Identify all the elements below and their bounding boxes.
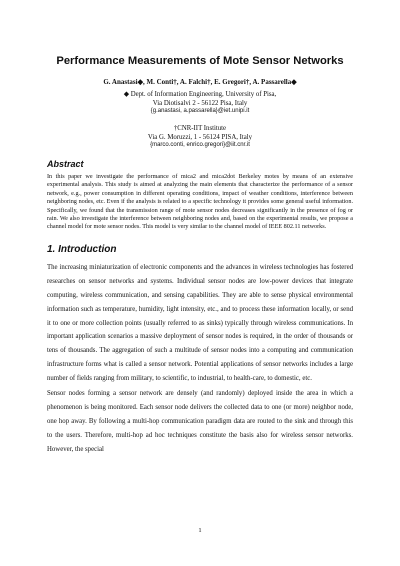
- introduction-paragraph-2: Sensor nodes forming a sensor network are densely (and randomly) deployed inside the area in which a phenomenon is being monitored. Each sensor node delivers the collected data to one (or more) neighbor node, one hop away. By following a multi-hop communication paradigm data are routed to the sink and through this to the users. Therefore, multi-hop ad hoc techniques constitute the basis also for wireless sensor networks. However, the special: [47, 390, 353, 453]
- abstract-text: In this paper we investigate the performance of mica2 and mica2dot Berkeley motes by means of an extensive experimental analysis. This study is aimed at analyzing the main elements that characterize the performance of a sensor network, e.g., power consumption in different operating conditions, impact of weather conditions, interference between neighboring nodes, etc. Even if the analysis is related to a specific technology it provides some general useful information. Specifically, we found that the transmission range of mote sensor nodes decreases significantly in the presence of fog or rain. We also investigate the interference between neighboring nodes and, based on the experimental results, we propose a channel model for mote sensor nodes. This model is very similar to the channel model of IEEE 802.11 networks.: [47, 172, 353, 231]
- affiliation-pisa-email: {g.anastasi, a.passarella}@iet.unipi.it: [150, 108, 250, 115]
- affiliation-cnr-address: Via G. Moruzzi, 1 - 56124 PISA, Italy: [147, 133, 253, 141]
- abstract-heading: Abstract: [47, 158, 84, 169]
- paper-title: Performance Measurements of Mote Sensor Networks: [56, 55, 344, 67]
- affiliation-pisa: [47, 91, 353, 116]
- author-list: G. Anastasi◆, M. Conti†, A. Falchi†, E. Gregori†, A. Passarella◆: [103, 78, 297, 87]
- affiliation-pisa-dept: ◆ Dept. of Information Engineering, University of Pisa,: [123, 90, 277, 98]
- section-introduction-heading: 1. Introduction: [47, 243, 117, 255]
- page-number: 1: [198, 527, 202, 534]
- affiliation-cnr-email: {marco.conti, enrico.gregori}@iit.cnr.it: [150, 142, 250, 149]
- affiliation-cnr: [47, 125, 353, 150]
- introduction-paragraph-1: The increasing miniaturization of electronic components and the advances in wireless technologies has fostered researches on sensor networks and systems. Individual sensor nodes are low-power devices that integrate computing, wireless communication, and sensing capabilities. They are able to sense physical environmental information such as temperature, humidity, light intensity, etc., and to process these information locally, or send it to one or more collection points (usually referred to as sinks) typically through wireless communications. In important application scenarios a massive deployment of sensor nodes is required, in the order of thousands or tens of thousands. The aggregation of such a multitude of sensor nodes into a computing and communication infrastructure forms what is called a sensor network. Potential applications of sensor networks includes a large number of fields ranging from military, to scientific, to industrial, to health-care, to domestic, etc.: [47, 263, 353, 383]
- affiliation-pisa-address: Via Diotisalvi 2 - 56122 Pisa, Italy: [152, 99, 248, 107]
- affiliation-cnr-institute: †CNR-IIT Institute: [173, 124, 227, 132]
